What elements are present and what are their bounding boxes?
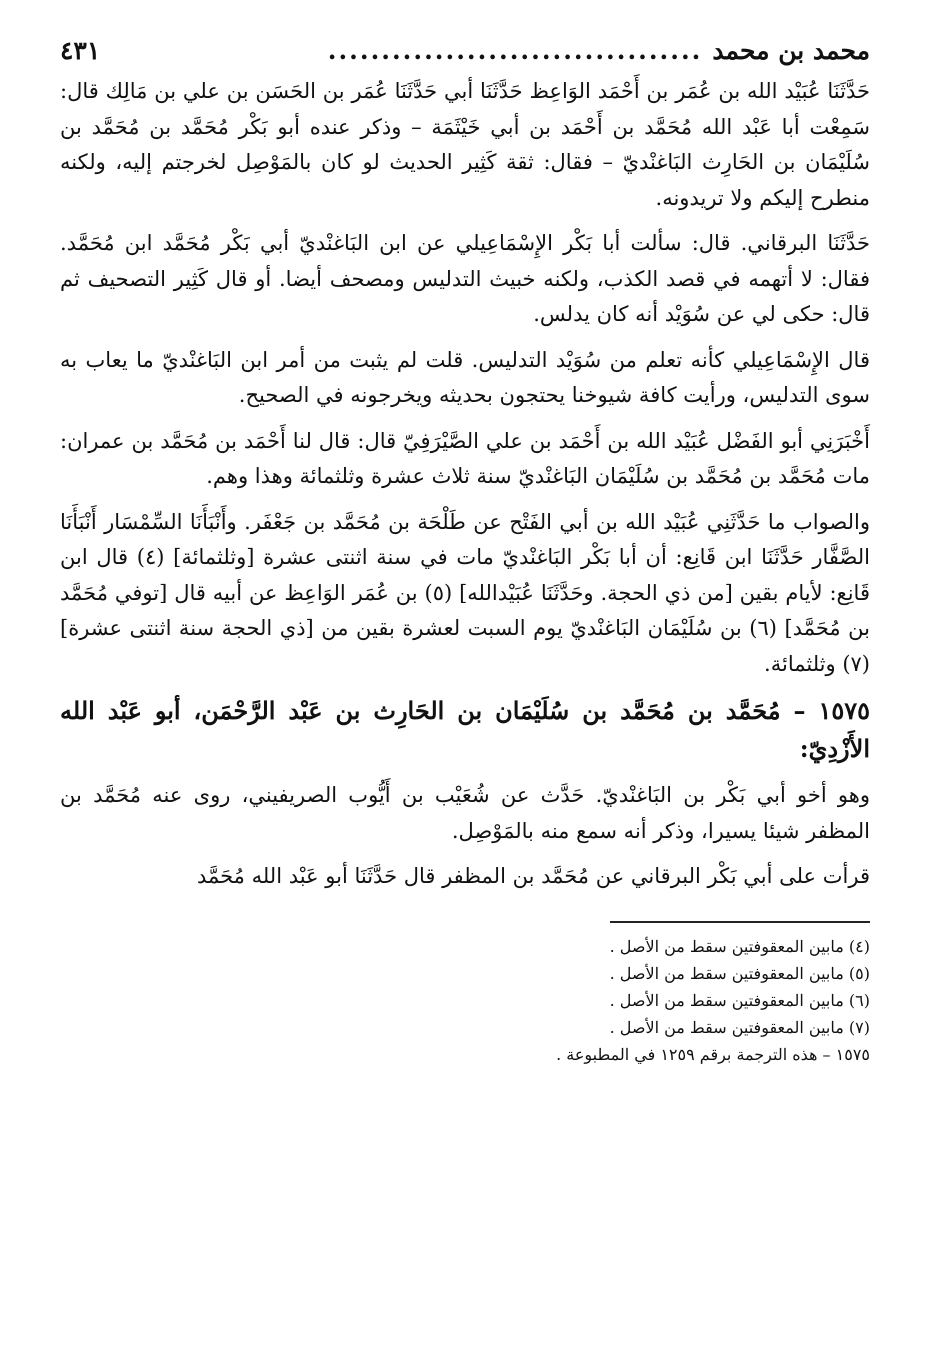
footnote-entry: ١٥٧٥ – هذه الترجمة برقم ١٢٥٩ في المطبوعة . [556,1044,870,1064]
footnote-4: (٤) مابين المعقوفتين سقط من الأصل . [609,936,870,956]
footnote-5: (٥) مابين المعقوفتين سقط من الأصل . [609,963,870,983]
paragraph-6 [60,778,870,849]
footnote-7: (٧) مابين المعقوفتين سقط من الأصل . [609,1017,870,1037]
header-dots: ................................... [327,36,703,65]
paragraph-text: أَخْبَرَنِي أبو الفَضْل عُبَيْد الله بن أَحْمَد بن علي الصَّيْرَفِيّ قال: قال لنا أَحْمَد بن مُحَمَّد بن عمران: مات مُحَمَّد بن مُحَمَّد بن سُلَيْمَان البَاغنْديّ سنة ثلاث عشرة وثلثمائة وهذا وهم. [60,428,870,488]
header-title: محمد بن محمد [712,36,870,65]
book-page [60,28,870,1348]
paragraph-text: حَدَّثَنَا عُبَيْد الله بن عُمَر بن أَحْمَد الوَاعِظ حَدَّثَنَا أبي حَدَّثَنَا عُمَر بن الحَسَن بن علي بن مَالِك قال: سَمِعْت أبا عَبْد الله مُحَمَّد بن أَحْمَد بن أبي خَيْثَمَة – وذكر عنده أبو بَكْر مُحَمَّد بن مُحَمَّد بن سُلَيْمَان بن الحَارِث البَاغنْديّ – فقال: ثقة كَثِير الحديث لو كان بالمَوْصِل لخرجتم إليه، ولكنه منطرح إليكم ولا تريدونه. [60,79,870,210]
paragraph-2 [60,226,870,333]
paragraph-3 [60,343,870,414]
footnotes [60,933,870,1068]
paragraph-7 [60,859,870,895]
paragraph-text: والصواب ما حَدَّثَنِي عُبَيْد الله بن أبي الفَتْح عن طَلْحَة بن مُحَمَّد بن جَعْفَر. وأَنْبَأَنَا السِّمْسَار أَنْبَأَنَا الصَّفَّار حَدَّثَنَا ابن قَانِع: أن أبا بَكْر البَاغنْديّ مات في سنة اثنتى عشرة [وثلثمائة] (٤) قال ابن قَانِع: لأيام بقين [من ذي الحجة. وحَدَّثَنَا عُبَيْدالله] (٥) بن عُمَر الوَاعِظ عن أبيه قال [توفي مُحَمَّد بن مُحَمَّد] (٦) بن سُلَيْمَان البَاغنْديّ يوم السبت لعشرة بقين من [ذي الحجة سنة اثنتى عشرة] (٧) وثلثمائة. [60,509,870,676]
paragraph-1 [60,74,870,216]
entry-heading: ١٥٧٥ – مُحَمَّد بن مُحَمَّد بن سُلَيْمَان بن الحَارِث بن عَبْد الرَّحْمَن، أبو عَبْد الله الأَزْدِيّ: [60,696,870,763]
paragraph-text: وهو أخو أبي بَكْر بن البَاغنْديّ. حَدَّث عن شُعَيْب بن أَيُّوب الصريفيني، روى عنه مُحَمَّد بن المظفر شيئا يسيرا، وذكر أنه سمع منه بالمَوْصِل. [60,783,870,843]
footnote-divider [610,921,870,923]
footnote-6: (٦) مابين المعقوفتين سقط من الأصل . [609,990,870,1010]
running-header [60,28,870,74]
paragraph-4 [60,424,870,495]
paragraph-text: قرأت على أبي بَكْر البرقاني عن مُحَمَّد بن المظفر قال حَدَّثَنَا أبو عَبْد الله مُحَمَّد [196,864,870,888]
paragraph-5 [60,505,870,683]
paragraph-text: قال الإِسْمَاعِيلي كأنه تعلم من سُوَيْد التدليس. قلت لم يثبت من أمر ابن البَاغنْديّ ما يعاب به سوى التدليس، ورأيت كافة شيوخنا يحتجون بحديثه ويخرجونه في الصحيح. [60,347,870,407]
page-number: ٤٣١ [60,36,101,65]
paragraph-text: حَدَّثَنَا البرقاني. قال: سألت أبا بَكْر الإِسْمَاعِيلي عن ابن البَاغنْديّ أبي بَكْر مُحَمَّد ابن مُحَمَّد. فقال: لا أتهمه في قصد الكذب، ولكنه خبيث التدليس ومصحف أيضا. أو قال كَثِير التصحيف ثم قال: حكى لي عن سُوَيْد أنه كان يدلس. [60,231,870,326]
